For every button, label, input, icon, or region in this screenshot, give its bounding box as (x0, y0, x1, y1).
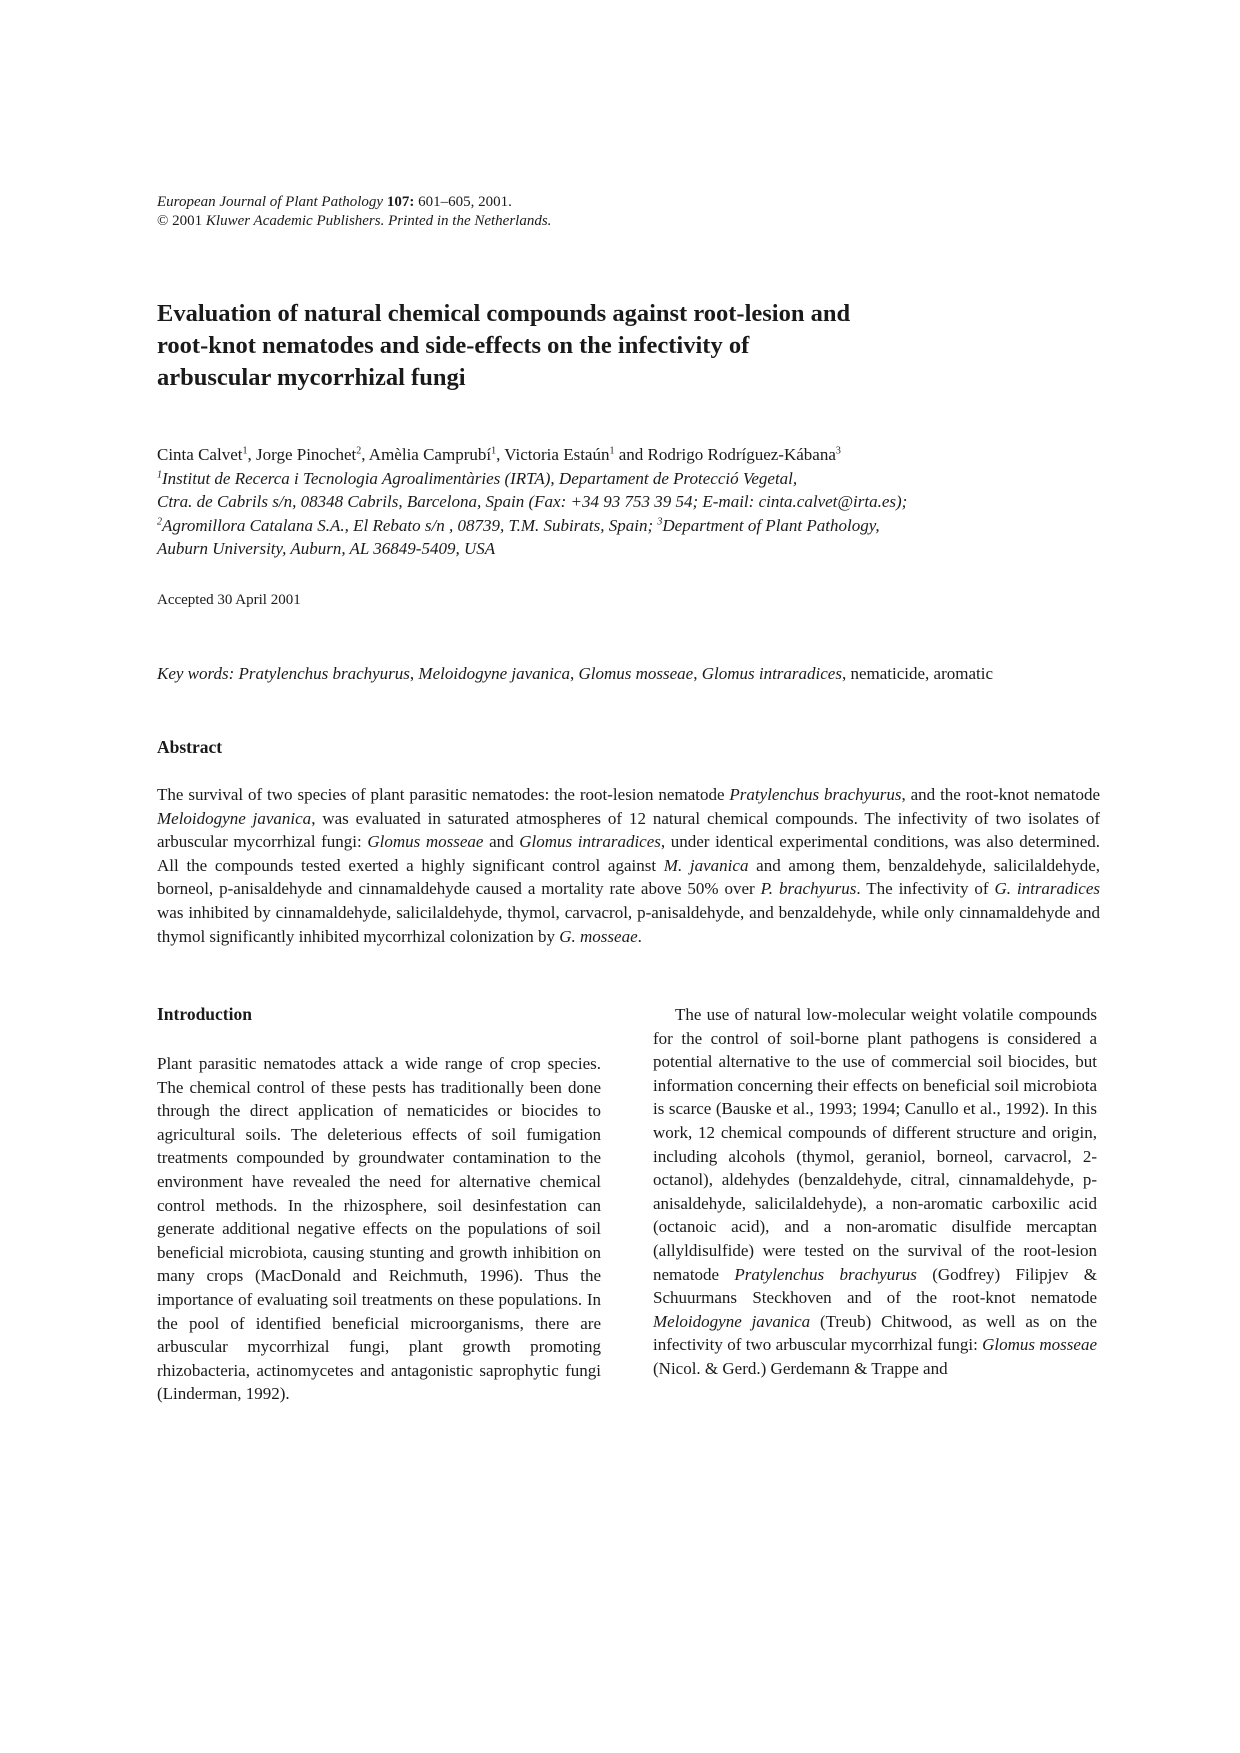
affiliation-text: Agromillora Catalana S.A., El Rebato s/n , 08739, T.M. Subirats, Spain; (162, 515, 658, 535)
species-name: M. javanica (663, 855, 749, 875)
paper-title (157, 298, 957, 394)
author-affil-sup: 1 (609, 445, 615, 457)
introduction-heading: Introduction (157, 1004, 252, 1024)
journal-name: European Journal of Plant Pathology (157, 194, 384, 210)
abstract-text: . The infectivity of (856, 879, 995, 899)
species-name: Glomus mosseae (982, 1335, 1097, 1355)
abstract-text: , and the root-knot nematode (901, 785, 1100, 804)
keyword: Meloidogyne javanica (418, 664, 570, 683)
abstract-text: and among them, benzaldehyde, salicilaldehyde, borneol, p-anisaldehyde and cinnamaldehyde caused a mortality rate above 50% over (157, 855, 1101, 899)
accepted-date: Accepted 30 April 2001 (157, 592, 301, 608)
abstract-text: was inhibited by cinnamaldehyde, salicilaldehyde, thymol, carvacrol, p-anisaldehyde, and benzaldehyde, while only cinnamaldehyde and thymol significantly inhibited mycorrhizal colonization by (157, 902, 1100, 946)
abstract-body (157, 783, 1100, 948)
affiliation-line (157, 537, 1107, 561)
intro-paragraph-2 (653, 1003, 1097, 1381)
title-line-3: arbuscular mycorrhizal fungi (157, 364, 466, 391)
keyword: Pratylenchus brachyurus (238, 664, 410, 683)
author-affil-sup: 2 (356, 445, 362, 457)
journal-citation-line (157, 193, 551, 212)
affil-sup: 3 (657, 515, 663, 527)
species-name: Glomus intraradices (519, 832, 661, 852)
intro-paragraph-1: Plant parasitic nematodes attack a wide range of crop species. The chemical control of these pests has traditionally been done through the direct application of nematicides or biocides to agricultural soils. The deleterious effects of soil fumigation treatments compounded by groundwater contamination to the environment have revealed the need for alternative chemical control methods. In the rhizosphere, soil desinfestation can generate additional negative effects on the populations of soil beneficial microbiota, causing stunting and growth inhibition on many crops (MacDonald and Reichmuth, 1996). Thus the importance of evaluating soil treatments on these populations. In the pool of identified beneficial microorganisms, there are arbuscular mycorrhizal fungi, plant growth promoting rhizobacteria, actinomycetes and antagonistic saprophytic fungi (Linderman, 1992). (157, 1054, 601, 1404)
keywords-label: Key words: (157, 664, 239, 683)
author-affil-sup: 3 (835, 445, 841, 457)
publisher: Kluwer Academic Publishers. Printed in the Netherlands. (205, 213, 552, 229)
author-block (157, 443, 1107, 561)
body-text: (Treub) Chitwood, as well as on the infectivity of two arbuscular mycorrhizal fungi: (653, 1311, 1097, 1355)
species-name: Meloidogyne javanica (653, 1311, 811, 1331)
copyright-line (157, 212, 551, 231)
author-name: , Victoria Estaún (496, 445, 610, 464)
affiliation-text: Department of Plant Pathology, (662, 515, 880, 535)
author-affil-sup: 1 (491, 445, 497, 457)
affiliation-line (157, 467, 1107, 491)
author-name: Cinta Calvet (157, 445, 243, 464)
author-name: and Rodrigo Rodríguez-Kábana (614, 445, 836, 464)
keyword: Glomus mosseae (578, 664, 694, 683)
title-line-1: Evaluation of natural chemical compounds against root-lesion and (157, 300, 851, 327)
species-name: Meloidogyne javanica (157, 808, 312, 828)
keyword-sep: , (409, 664, 419, 683)
title-line-2: root-knot nematodes and side-effects on the infectivity of (157, 332, 750, 359)
affiliation-line (157, 490, 1107, 514)
affil-sup: 1 (157, 468, 162, 480)
affil-sup: 2 (157, 515, 162, 527)
abstract-text: . (637, 926, 642, 946)
body-text: (Nicol. & Gerd.) Gerdemann & Trappe and (653, 1358, 948, 1378)
species-name: P. brachyurus (760, 879, 857, 899)
left-column (157, 1003, 601, 1406)
species-name: G. mosseae (559, 926, 638, 946)
keywords-tail: , nematicide, aromatic (841, 664, 993, 683)
right-column (653, 1003, 1097, 1381)
affiliation-text: Auburn University, Auburn, AL 36849-5409, USA (157, 539, 496, 558)
author-name: , Jorge Pinochet (247, 445, 357, 464)
abstract-text: and (483, 832, 520, 852)
copyright-symbol: © 2001 (157, 213, 206, 229)
abstract-text: , under identical experimental conditions, was also determined. All the compounds tested exerted a highly significant control against (157, 832, 1101, 875)
abstract-heading: Abstract (157, 737, 223, 757)
author-name: , Amèlia Camprubí (361, 445, 492, 464)
species-name: G. intraradices (994, 879, 1100, 899)
species-name: Glomus mosseae (367, 832, 484, 852)
keyword: Glomus intraradices (701, 664, 842, 683)
author-list (157, 443, 1107, 467)
affiliation-text: Ctra. de Cabrils s/n, 08348 Cabrils, Barcelona, Spain (Fax: +34 93 753 39 54; E-mail: cinta.calvet@irta.es); (157, 492, 908, 511)
species-name: Pratylenchus brachyurus (734, 1264, 917, 1284)
abstract-text: , was evaluated in saturated atmospheres of 12 natural chemical compounds. The infectivity of two isolates of arbuscular mycorrhizal fungi: (157, 808, 1101, 852)
author-affil-sup: 1 (242, 445, 248, 457)
journal-header (157, 193, 551, 231)
keywords (157, 662, 1102, 685)
abstract-text: The survival of two species of plant parasitic nematodes: the root-lesion nematode (157, 785, 730, 804)
journal-volume: 107: (386, 194, 415, 210)
affiliation-line (157, 514, 1107, 538)
affiliation-text: Institut de Recerca i Tecnologia Agroalimentàries (IRTA), Departament de Protecció Vegetal, (162, 468, 798, 488)
body-text: The use of natural low-molecular weight volatile compounds for the control of soil-borne plant pathogens is considered a potential alternative to the use of commercial soil biocides, but information concerning their effects on beneficial soil microbiota is scarce (Bauske et al., 1993; 1994; Canullo et al., 1992). In this work, 12 chemical compounds of different structure and origin, including alcohols (thymol, geraniol, borneol, carvacrol, 2-octanol), aldehydes (benzaldehyde, citral, cinnamaldehyde, p-anisaldehyde, salicilaldehyde), a non-aromatic carboxilic acid (octanoic acid), and a non-aromatic disulfide mercaptan (allyldisulfide) were tested on the survival of the root-lesion nematode (653, 1005, 1097, 1284)
keyword-sep: , (569, 664, 579, 683)
keyword-sep: , (693, 664, 702, 683)
journal-pages: 601–605, 2001. (414, 194, 512, 210)
body-text: (Godfrey) Filipjev & Schuurmans Steckhoven and of the root-knot nematode (653, 1264, 1097, 1308)
species-name: Pratylenchus brachyurus (729, 785, 902, 804)
